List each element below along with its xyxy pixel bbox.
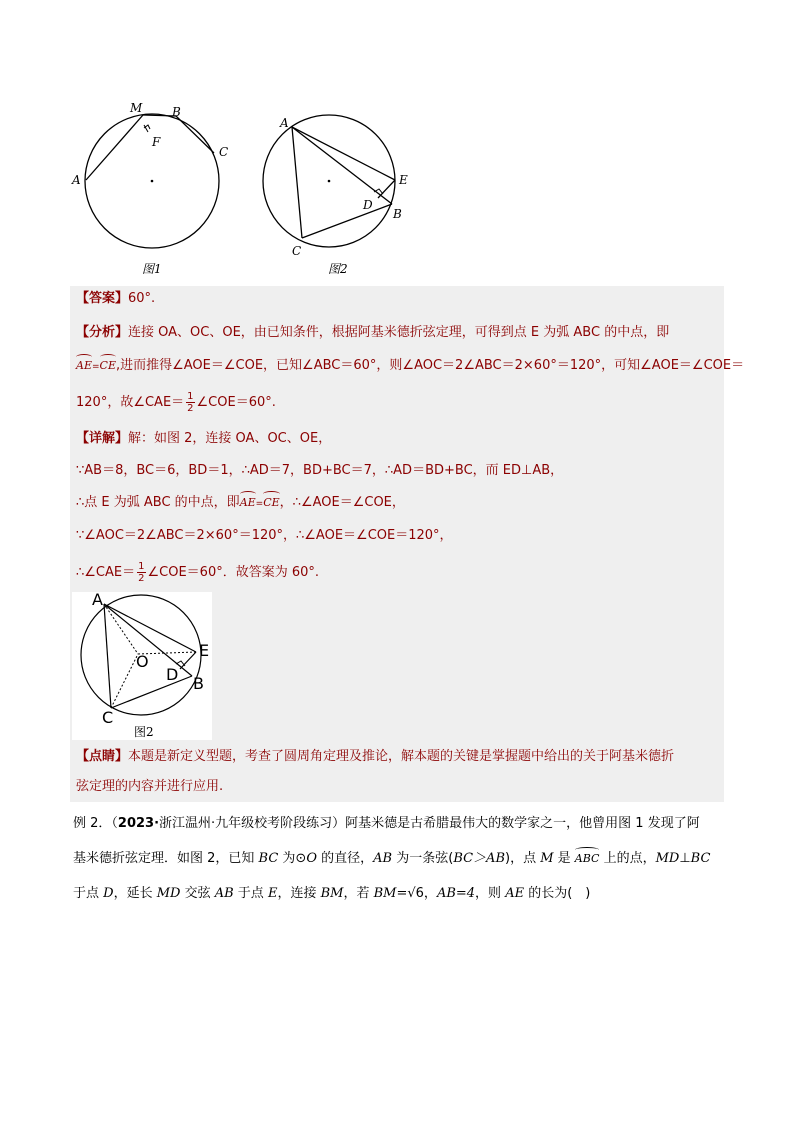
arc-equals: = bbox=[91, 362, 100, 372]
ex3-var-md: MD bbox=[156, 886, 181, 901]
figure-3-drawing bbox=[72, 592, 212, 740]
detail-text-5b: ∠COE＝60°．故答案为 60°. bbox=[147, 565, 320, 580]
analysis-text-2: ,进而推得∠AOE＝∠COE，已知∠ABC＝60°，则∠AOC＝2∠ABC＝2×60°＝120°，可知∠AOE＝∠COE＝ bbox=[115, 358, 745, 373]
ex3-text-q: 的长为( ) bbox=[524, 886, 591, 901]
detail-text-3b: ，∴∠AOE＝∠COE， bbox=[279, 495, 405, 510]
fig3-label-D: D bbox=[166, 665, 179, 684]
detail-text-2: ∵AB＝8，BC＝6，BD＝1，∴AD＝7，BD+BC＝7，∴AD＝BD+BC，而 ED⊥AB， bbox=[76, 463, 564, 478]
fig1-label-M: M bbox=[130, 101, 143, 115]
comment-line-1 bbox=[76, 747, 674, 767]
fraction-half bbox=[186, 391, 194, 414]
ex2-var-bc2: BC bbox=[690, 851, 711, 866]
ex3-sqrt6: √6 bbox=[407, 886, 424, 901]
detail-text-5a: ∴∠CAE＝ bbox=[76, 565, 136, 580]
example-line-2 bbox=[73, 849, 710, 869]
ex2-var-ineq: BC＞AB bbox=[453, 851, 505, 866]
ex2-var-o: O bbox=[306, 851, 317, 866]
detail-arc-ae: AE bbox=[240, 493, 256, 513]
comment-text-1: 本题是新定义型题，考查了圆周角定理及推论，解本题的关键是掌握题中给出的关于阿基米德折 bbox=[128, 749, 675, 764]
figure-1 bbox=[68, 98, 238, 278]
ex2-text-a: 基米德折弦定理．如图 2，已知 bbox=[73, 851, 259, 866]
comment-line-2 bbox=[76, 777, 223, 797]
fig1-label-C: C bbox=[219, 145, 229, 159]
figure-2 bbox=[262, 110, 432, 280]
example-prefix: 例 2．（ bbox=[73, 816, 118, 831]
fig3-label-B: B bbox=[193, 674, 204, 693]
detail-fraction-half bbox=[137, 561, 145, 584]
ex2-var-bc: BC bbox=[258, 851, 279, 866]
ex3-text-i: ，连接 bbox=[277, 886, 321, 901]
figure-1-drawing bbox=[68, 98, 238, 278]
fig2-label-C: C bbox=[292, 244, 302, 258]
ex2-text-c: 为⊙ bbox=[278, 851, 307, 866]
ex3-var-ae: AE bbox=[505, 886, 525, 901]
ex3-var-bm-eq: BM= bbox=[373, 886, 408, 901]
example-year: 2023· bbox=[117, 816, 160, 831]
fig1-label-A: A bbox=[72, 173, 81, 187]
detail-fraction-numerator: 1 bbox=[138, 561, 145, 572]
analysis-text-1: 连接 OA、OC、OE，由已知条件，根据阿基米德折弦定理，可得到点 E 为弧 ABC 的中点，即 bbox=[128, 325, 670, 340]
fig2-label-E: E bbox=[399, 173, 408, 187]
fig2-label-D: D bbox=[363, 198, 373, 212]
ex2-var-m: M bbox=[540, 851, 554, 866]
ex3-text-o: ，则 bbox=[475, 886, 506, 901]
analysis-line-1 bbox=[76, 323, 669, 343]
detail-text-1: 解：如图 2，连接 OA、OC、OE， bbox=[128, 431, 332, 446]
detail-arc-ce: CE bbox=[263, 493, 279, 513]
fig2-caption: 图2 bbox=[328, 262, 348, 276]
fig2-label-B: B bbox=[393, 207, 402, 221]
detail-text-4: ∵∠AOC＝2∠ABC＝2×60°＝120°，∴∠AOE＝∠COE＝120°， bbox=[76, 528, 453, 543]
figure-2-drawing bbox=[262, 110, 432, 280]
analysis-line-2 bbox=[76, 356, 744, 377]
detail-arc-equals: = bbox=[255, 499, 264, 509]
ex2-text-l: 上的点， bbox=[599, 851, 656, 866]
analysis-text-3a: 120°，故∠CAE＝ bbox=[76, 395, 185, 410]
ex2-text-g: 为一条弦( bbox=[392, 851, 454, 866]
ex3-text-e: 交弦 bbox=[180, 886, 215, 901]
example-line-3 bbox=[73, 884, 590, 904]
example-source: 浙江温州·九年级校考阶段练习）阿基米德是古希腊最伟大的数学家之一，他曾用图 1 发现了阿 bbox=[159, 816, 700, 831]
figure-2-with-center bbox=[72, 592, 212, 740]
comment-text-2: 弦定理的内容并进行应用. bbox=[76, 779, 224, 794]
arc-ce: CE bbox=[100, 356, 116, 376]
ex3-var-ab-eq: AB=4 bbox=[436, 886, 476, 901]
detail-line-4 bbox=[76, 526, 453, 546]
detail-fraction-denominator: 2 bbox=[138, 573, 145, 584]
fig3-label-E: E bbox=[199, 641, 210, 660]
ex2-var-md: MD bbox=[655, 851, 680, 866]
fig3-label-C: C bbox=[102, 708, 114, 727]
fig1-label-B: B bbox=[172, 105, 181, 119]
ex2-text-i: )，点 bbox=[505, 851, 541, 866]
detail-line-1 bbox=[76, 429, 331, 449]
fig3-caption: 图2 bbox=[134, 725, 154, 739]
analysis-tag: 【分析】 bbox=[76, 325, 129, 340]
ex2-arc-abc: ABC bbox=[575, 849, 600, 869]
ex3-text-c: ，延长 bbox=[113, 886, 157, 901]
analysis-text-3b: ∠COE＝60°. bbox=[196, 395, 276, 410]
detail-text-3a: ∴点 E 为弧 ABC 的中点，即 bbox=[76, 495, 240, 510]
fig1-label-F: F bbox=[152, 135, 161, 149]
ex3-var-d: D bbox=[103, 886, 114, 901]
ex2-perp: ⊥ bbox=[679, 851, 691, 866]
answer-tag: 【答案】 bbox=[76, 291, 129, 306]
ex3-text-m: ， bbox=[423, 886, 437, 901]
detail-line-3 bbox=[76, 493, 405, 514]
comment-tag: 【点睛】 bbox=[76, 749, 129, 764]
ex3-var-e: E bbox=[267, 886, 278, 901]
arc-ae: AE bbox=[76, 356, 92, 376]
example-line-1 bbox=[73, 814, 700, 834]
ex3-text-k: ，若 bbox=[343, 886, 374, 901]
analysis-line-3 bbox=[76, 391, 276, 414]
ex2-text-e: 的直径， bbox=[317, 851, 374, 866]
detail-tag: 【详解】 bbox=[76, 431, 129, 446]
ex3-var-bm: BM bbox=[320, 886, 344, 901]
detail-line-2 bbox=[76, 461, 563, 481]
fig1-caption: 图1 bbox=[142, 262, 162, 276]
ex2-var-ab: AB bbox=[373, 851, 393, 866]
fig3-label-O: O bbox=[136, 652, 149, 671]
ex3-text-a: 于点 bbox=[73, 886, 104, 901]
fraction-numerator: 1 bbox=[187, 391, 194, 402]
ex3-text-g: 于点 bbox=[233, 886, 268, 901]
fraction-denominator: 2 bbox=[187, 403, 194, 414]
ex2-text-k: 是 bbox=[553, 851, 575, 866]
detail-line-5 bbox=[76, 561, 319, 584]
fig2-label-A: A bbox=[280, 116, 289, 130]
ex3-var-ab: AB bbox=[214, 886, 234, 901]
fig3-label-A: A bbox=[92, 592, 103, 609]
answer-text: 60°. bbox=[128, 291, 156, 306]
answer-line bbox=[76, 289, 155, 309]
